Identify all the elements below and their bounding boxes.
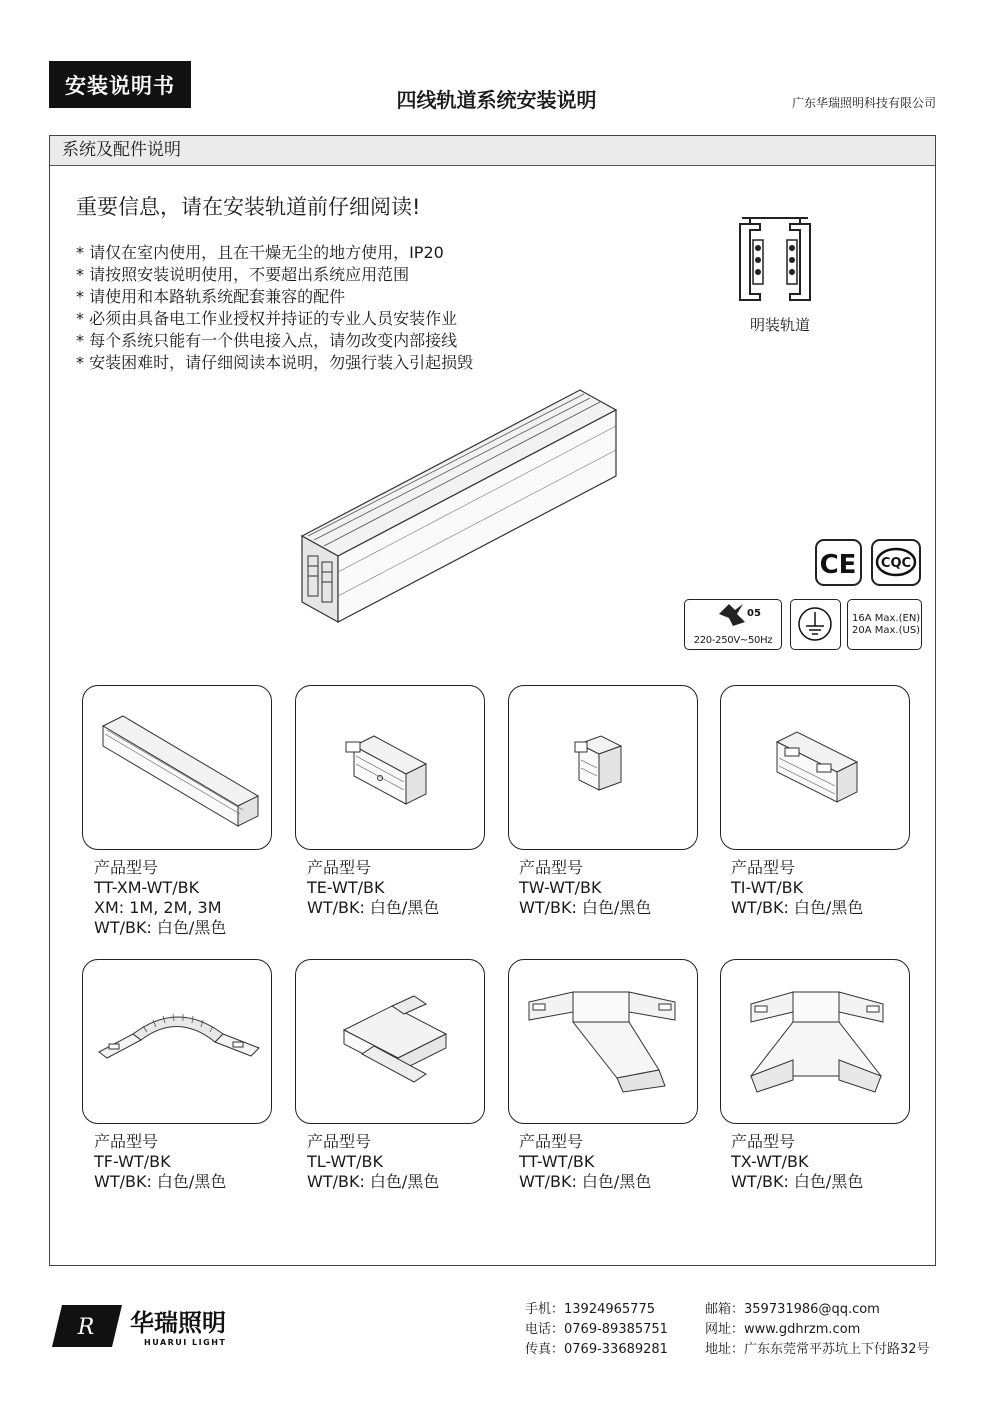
caption-model: TT-WT/BK [519, 1152, 595, 1171]
product-caption [94, 1132, 294, 1192]
caption-model: TF-WT/BK [94, 1152, 171, 1171]
note-item: * 安装困难时，请仔细阅读本说明，勿强行装入引起损毁 [76, 353, 474, 372]
caption-line: WT/BK: 白色/黑色 [519, 898, 652, 917]
caption-model: TX-WT/BK [731, 1152, 809, 1171]
product-card-x-connector [720, 959, 910, 1124]
caption-heading: 产品型号 [94, 1132, 159, 1151]
note-item: * 请按照安装说明使用，不要超出系统应用范围 [76, 265, 410, 284]
note-item: * 必须由具备电工作业授权并持证的专业人员安装作业 [76, 309, 458, 328]
product-card-flexible-connector [82, 959, 272, 1124]
product-caption [519, 858, 719, 918]
note-item: * 每个系统只能有一个供电接入点，请勿改变内部接线 [76, 331, 458, 350]
caption-heading: 产品型号 [307, 858, 372, 877]
ce-text: CE [819, 550, 857, 580]
section-title: 系统及配件说明 [50, 136, 935, 166]
caption-line: WT/BK: 白色/黑色 [94, 918, 227, 937]
document-title: 四线轨道系统安装说明 [396, 88, 597, 112]
voltage-rating-box [684, 599, 782, 650]
note-item: * 请仅在室内使用，且在干燥无尘的地方使用，IP20 [76, 243, 444, 262]
caption-line: WT/BK: 白色/黑色 [519, 1172, 652, 1191]
safety-notes [76, 242, 473, 374]
manual-badge: 安装说明书 [49, 61, 191, 108]
logo-mark-text: R [77, 1315, 95, 1340]
product-card-t-connector [508, 959, 698, 1124]
product-card-l-connector [295, 959, 485, 1124]
ground-icon [790, 599, 841, 650]
product-caption [94, 858, 294, 938]
logo-en-text: HUARUI LIGHT [144, 1338, 227, 1347]
fax-text: 传真：0769-33689281 [525, 1342, 668, 1357]
contact-block-left [525, 1300, 668, 1360]
address-text: 地址：广东东莞常平苏坑上下付路32号 [705, 1342, 930, 1357]
content-frame [49, 135, 936, 1266]
caption-heading: 产品型号 [519, 1132, 584, 1151]
amp-en: 16A Max.(EN) [852, 613, 921, 624]
caption-model: TL-WT/BK [307, 1152, 383, 1171]
current-rating-box [847, 599, 922, 650]
caption-heading: 产品型号 [731, 1132, 796, 1151]
tel-text: 电话：0769-89385751 [525, 1322, 668, 1337]
caption-heading: 产品型号 [307, 1132, 372, 1151]
product-caption [307, 858, 507, 918]
caption-heading: 产品型号 [731, 858, 796, 877]
caption-line: WT/BK: 白色/黑色 [307, 1172, 440, 1191]
caption-model: TE-WT/BK [307, 878, 385, 897]
phone-text: 手机：13924965775 [525, 1302, 655, 1317]
caption-line: WT/BK: 白色/黑色 [307, 898, 440, 917]
company-logo [52, 1303, 252, 1353]
email-text: 邮箱：359731986@qq.com [705, 1302, 880, 1317]
product-caption [731, 1132, 931, 1192]
product-card-end-feed [295, 685, 485, 850]
caption-model: TW-WT/BK [519, 878, 602, 897]
caption-line: WT/BK: 白色/黑色 [731, 1172, 864, 1191]
amp-us: 20A Max.(US) [852, 625, 921, 636]
caption-heading: 产品型号 [94, 858, 159, 877]
contact-block-right [705, 1300, 930, 1360]
product-card-straight-connector [720, 685, 910, 850]
product-caption [731, 858, 931, 918]
logo-cn-text: 华瑞照明 [130, 1309, 226, 1337]
ce-mark-icon [815, 539, 862, 586]
voltage-label: 220-250V~50Hz [693, 635, 773, 646]
product-card-end-cap [508, 685, 698, 850]
class-mark-text: 05 [747, 608, 761, 619]
product-caption [519, 1132, 719, 1192]
caption-model: TT-XM-WT/BK [94, 878, 200, 897]
track-profile-drawing [720, 214, 830, 304]
product-caption [307, 1132, 507, 1192]
website-text: 网址：www.gdhrzm.com [705, 1322, 861, 1337]
product-card-straight-track [82, 685, 272, 850]
caption-model: TI-WT/BK [731, 878, 804, 897]
caption-line: XM: 1M, 2M, 3M [94, 898, 222, 917]
caption-heading: 产品型号 [519, 858, 584, 877]
cqc-mark-icon [871, 539, 921, 586]
company-name: 广东华瑞照明科技有限公司 [791, 96, 936, 110]
track-main-drawing [300, 386, 630, 626]
important-notice: 重要信息，请在安装轨道前仔细阅读! [76, 195, 421, 219]
cqc-text: CQC [880, 556, 912, 571]
caption-line: WT/BK: 白色/黑色 [94, 1172, 227, 1191]
note-item: * 请使用和本路轨系统配套兼容的配件 [76, 287, 346, 306]
profile-label: 明装轨道 [749, 316, 810, 334]
caption-line: WT/BK: 白色/黑色 [731, 898, 864, 917]
